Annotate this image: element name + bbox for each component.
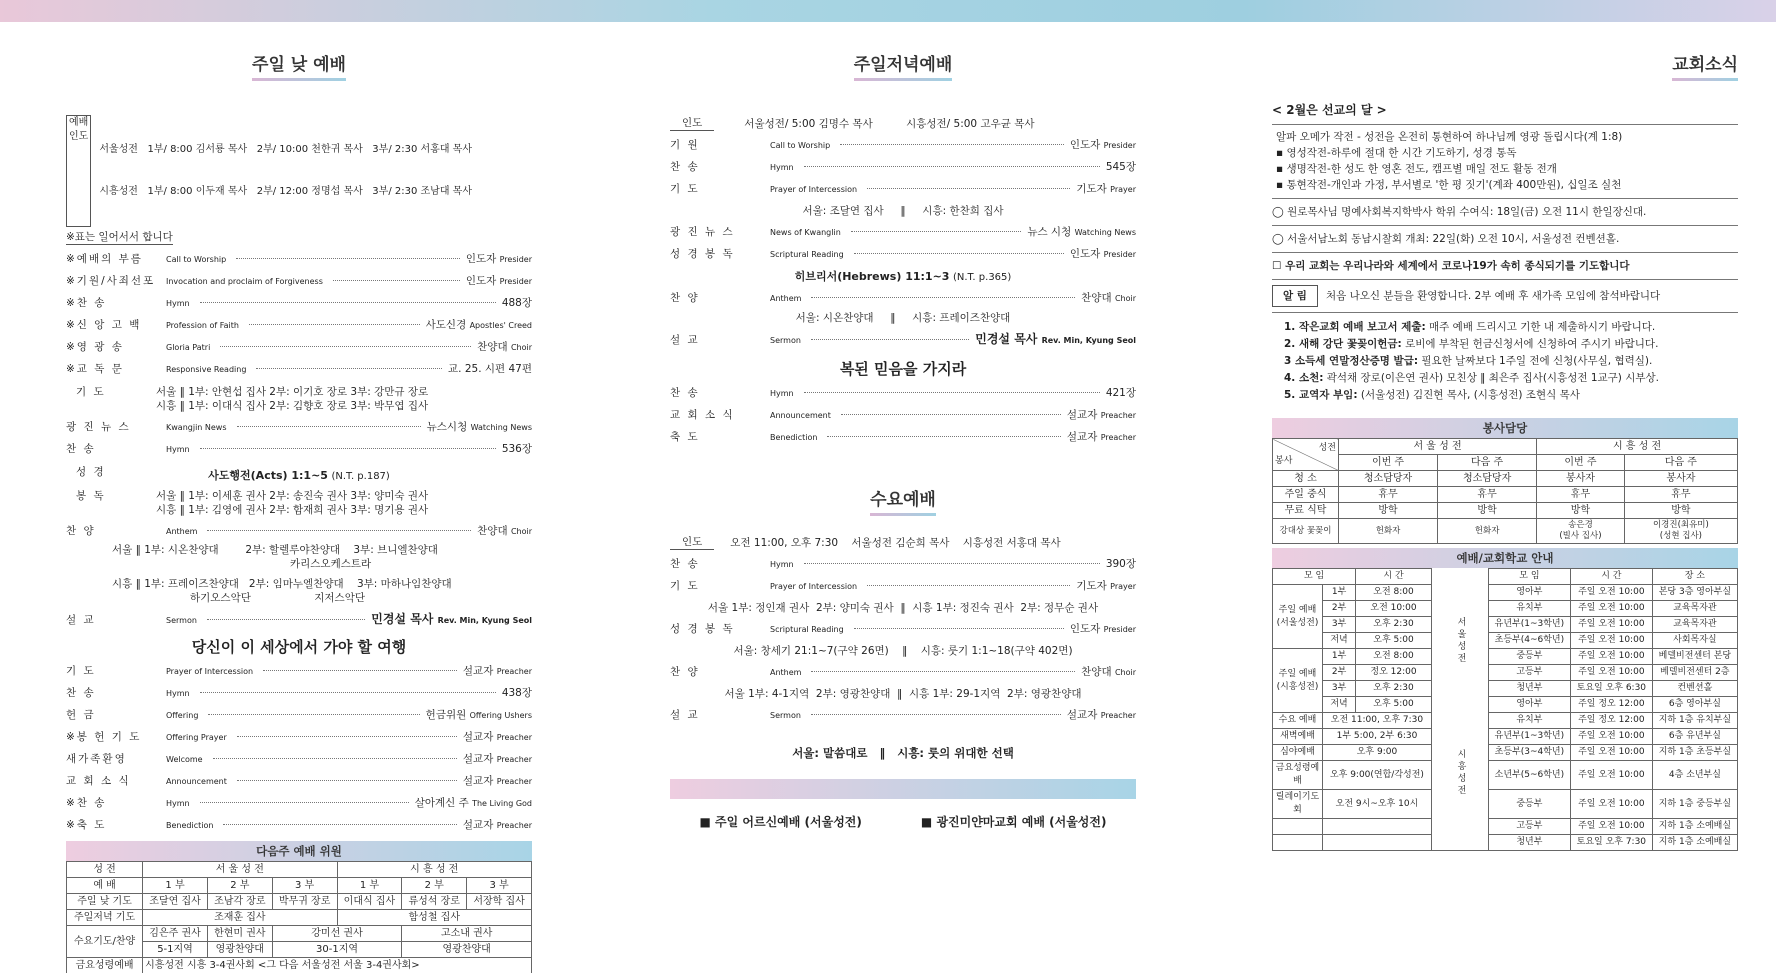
leaders-siheung: 시흥성전 1부/ 8:00 이두재 목사 2부/ 12:00 정명섭 목사 3부/ 2:30 조남대 목사 (99, 186, 472, 197)
leaders-seoul: 서울성전 1부/ 8:00 김서룡 목사 2부/ 10:00 천한귀 목사 3부/ 2:30 서홍대 목사 (99, 144, 472, 155)
order-item: ※봉 헌 기 도 Offering Prayer 설교자 Preacher (66, 731, 532, 743)
church-news-column (1272, 50, 1738, 851)
sunday-morning-column (66, 50, 532, 973)
table-row: 청년부 토요일 오후 7:30 지하 1층 소예배실 (1273, 835, 1738, 851)
order-list (670, 386, 1136, 445)
sermon-row (670, 708, 1136, 723)
order-list (66, 252, 532, 377)
section-title: 수요예배 (870, 485, 936, 516)
sermon-title: 당신이 이 세상에서 가야 할 여행 (191, 638, 407, 656)
order-item: 찬 양 Anthem 찬양대 Choir (670, 666, 1136, 678)
service-duty (1272, 418, 1738, 544)
order-item: 광 진 뉴 스 Kwangjin News 뉴스시청 Watching News (66, 421, 532, 433)
table-row: 주일 예배 (시흥성전) 1부 오전 8:00 중등부 주일 오전 10:00 베델비전센터 본당 (1273, 649, 1738, 665)
order-item: ※교 독 문 Responsive Reading 교. 25. 시편 47편 (66, 363, 532, 375)
next-week-title: 다음주 예배 위원 (66, 841, 532, 861)
myanmar-service: ■ 광진미얀마교회 예배 (서울성전) (920, 815, 1107, 829)
order-item: ※예배의 부름 Call to Worship 인도자 Presider (66, 253, 532, 265)
sermon-row (66, 612, 532, 628)
order-item: 찬 송 Hymn 421장 (670, 387, 1136, 399)
order-list (670, 557, 1136, 594)
wed-scripture: 서울: 창세기 21:1~7(구약 26면) ‖ 시흥: 룻기 1:1~18(구약 402면) (733, 645, 1073, 657)
leaders-label: 인도 (69, 131, 89, 142)
school-schedule (1272, 548, 1738, 851)
prayer-sub: 서울: 조달연 집사 ‖ 시흥: 한찬희 집사 (802, 205, 1004, 217)
order-item: ※신 앙 고 백 Profession of Faith 사도신경 Apostles' Creed (66, 319, 532, 331)
table-row: 새벽예배 1부 5:00, 2부 6:30 유년부(1~3학년) 주일 오전 10:00 6층 유년부실 (1273, 729, 1738, 745)
table-row: 2부 오전 10:00 유치부 주일 오전 10:00 교육목자관 (1273, 601, 1738, 617)
prayer-seoul: 서울 ‖ 1부: 안현섭 집사 2부: 이기호 장로 3부: 강만규 장로 (156, 386, 429, 398)
order-item: ※축 도 Benediction 설교자 Preacher (66, 819, 532, 831)
scripture: 히브리서(Hebrews) 11:1~3 (N.T. p.365) (794, 270, 1012, 283)
divider-bar (670, 779, 1136, 799)
scripture: 사도행전(Acts) 1:1~5 (N.T. p.187) (208, 469, 390, 482)
order-item: 찬 송 Hymn 545장 (670, 161, 1136, 173)
sermon-row (670, 332, 1136, 348)
anthem-row (66, 524, 532, 539)
scripture-row: 성 경 (76, 466, 106, 478)
table-row: 주일 중식 휴무 휴무 휴무 휴무 (1273, 487, 1738, 503)
order-item: 찬 양 Anthem 찬양대 Choir (66, 525, 532, 537)
leaders-block (66, 115, 532, 227)
table-row: 3부 오후 2:30 유년부(1~3학년) 주일 오전 10:00 교육목자관 (1273, 617, 1738, 633)
news-item: 3 소득세 연말정산증명 발급: 필요한 날짜보다 1주일 전에 신청(사무실, 협력실). (1284, 355, 1653, 367)
mission-line: ▪ 통현작전-개인과 가정, 부서별로 '한 평 짓기'(계좌 400만원), 십일조 실천 (1276, 179, 1622, 191)
service-table: 성전 봉사 서 울 성 전 시 흥 성 전 이번 주 다음 주 이번 주 다음 주 청 소 청소담당자 청소담당자 봉사자 봉사자 주일 중식 휴무 휴무 휴무 휴무 무료 식탁 방학 방학 방학 방학 강대상 꽃꽂이 헌화자 헌화자 송은경 (빌사 집사) 이경진(최유미) (성현 집사) (1272, 438, 1738, 544)
order-item: 찬 송 Hymn 390장 (670, 558, 1136, 570)
wed-prayer-sub: 서울 1부: 정인재 권사 2부: 양미숙 권사 ‖ 시흥 1부: 정진숙 권사 2부: 정무순 권사 (707, 602, 1099, 614)
prayer-row: 기 도 (76, 386, 106, 398)
mission-line: ▪ 영성작전-하루에 절대 한 시간 기도하기, 성경 통독 (1276, 147, 1517, 159)
wed-sermon-title: 서울: 말씀대로 ‖ 시흥: 룻의 위대한 선택 (792, 746, 1014, 760)
reading-seoul: 서울 ‖ 1부: 이세훈 권사 2부: 송진숙 권사 3부: 양미숙 권사 (156, 490, 429, 502)
next-week-committee (66, 841, 532, 973)
order-list (670, 138, 1136, 197)
order-item: 성 경 봉 독 Scriptural Reading 인도자 Presider (670, 248, 1136, 260)
extra-services (670, 813, 1136, 830)
wed-anthem-sub: 서울 1부: 4-1지역 2부: 영광찬양대 ‖ 시흥 1부: 29-1지역 2부: 영광찬양대 (724, 688, 1082, 700)
table-row: 금요성령예배 오후 9:00(연합/각성전) 소년부(5~6학년) 주일 오전 10:00 4층 소년부실 (1273, 761, 1738, 790)
leaders-label: 예배 (69, 117, 89, 128)
mission-line: ▪ 생명작전-한 성도 한 영혼 전도, 캠프별 매일 전도 활동 전개 (1276, 163, 1557, 175)
order-item: 찬 송 Hymn 438장 (66, 687, 532, 699)
mission-lines (1272, 129, 1738, 193)
order-item: 기 도 Prayer of Intercession 설교자 Preacher (66, 665, 532, 677)
news-item: 4. 소천: 곽석채 장로(이은연 권사) 모친상 ‖ 최은주 집사(시흥성전 1교구) 시부상. (1284, 372, 1659, 384)
order-item: 기 도 Prayer of Intercession 기도자 Prayer (670, 183, 1136, 195)
order-item: 축 도 Benediction 설교자 Preacher (670, 431, 1136, 443)
corona-prayer: ☐ 우리 교회는 우리나라와 세계에서 코로나19가 속히 종식되기를 기도합니다 (1272, 260, 1630, 272)
news-item: 2. 새해 강단 꽃꽂이헌금: 로비에 부착된 헌금신청서에 신청하여 주시기 바랍니다. (1284, 338, 1659, 350)
anthem-row (670, 665, 1136, 680)
news-item: 5. 교역자 부임: (서울성전) 김진현 목사, (시흥성전) 조현식 목사 (1284, 389, 1580, 401)
table-row: 청 소 청소담당자 청소담당자 봉사자 봉사자 (1273, 471, 1738, 487)
order-item: ※찬 송 Hymn 488장 (66, 297, 532, 309)
next-week-table: 성 전 서 울 성 전 시 흥 성 전 예 배 1 부 2 부 3 부 1 부 2 부 3 부 주일 낮 기도 조달연 집사 조남각 장로 박무귀 장로 이대식 집사 류성석 장로 서장학 집사 주일저녁 기도 조재훈 집사 함성철 집사 수요기도/찬양 김은주 권사 한현미 권사 강미선 권사 고소내 권사 5-1지역 영광찬양대 30-1지역 영광찬양대 금요성령예배 시흥성전 시흥 3-4권사회 <그 다음 서울성전 서울 3-4권사회> (66, 861, 532, 973)
order-item: 찬 송 Hymn 536장 (66, 443, 532, 455)
news-item: 1. 작은교회 예배 보고서 제출: 매주 예배 드리시고 기한 내 제출하시기 바랍니다. (1284, 321, 1656, 333)
anthem-seoul: 서울 ‖ 1부: 시온찬양대 2부: 할렐루야찬양대 3부: 브니엘찬양대 (112, 544, 438, 556)
stand-note: ※표는 일어서서 합니다 (66, 231, 173, 243)
sermon-title: 복된 믿음을 가지라 (839, 360, 967, 378)
reading-siheung: 시흥 ‖ 1부: 김영에 권사 2부: 함재희 권사 3부: 명기용 권사 (156, 504, 429, 516)
order-item: 설 교 Sermon 민경설 목사 Rev. Min, Kyung Seol (66, 612, 532, 626)
order-item: 성 경 봉 독 Scriptural Reading 인도자 Presider (670, 623, 1136, 635)
news-circle-2: ◯ 서울서남노회 동남시찰회 개최: 22일(화) 오전 10시, 서울성전 컨벤션홀. (1272, 233, 1620, 245)
table-row: 수요 예배 오전 11:00, 오후 7:30 유치부 주일 정오 12:00 지하 1층 유치부실 (1273, 713, 1738, 729)
anthem-seoul-2: 카리스오케스트라 (290, 558, 372, 570)
numbered-news (1272, 319, 1738, 404)
wednesday-leader: 인도 오전 11:00, 오후 7:30 서울성전 김순희 목사 시흥성전 서홍대 목사 (670, 534, 1136, 550)
order-item: 헌 금 Offering 헌금위원 Offering Ushers (66, 709, 532, 721)
order-item: 찬 양 Anthem 찬양대 Choir (670, 292, 1136, 304)
order-item: 교 회 소 식 Announcement 설교자 Preacher (670, 409, 1136, 421)
evening-leader: 인도 서울성전/ 5:00 김명수 목사 시흥성전/ 5:00 고우균 목사 (670, 115, 1136, 131)
table-row: 저녁 오후 5:00 초등부(4~6학년) 주일 오전 10:00 사회목자실 (1273, 633, 1738, 649)
anthem-sub: 서울: 시온찬양대 ‖ 시흥: 프레이즈찬양대 (795, 312, 1011, 324)
mission-title: < 2월은 선교의 달 > (1272, 101, 1738, 125)
notice-row: 알 림 처음 나오신 분들을 환영합니다. 2부 예배 후 새가족 모임에 참석바랍니다 (1272, 285, 1738, 307)
top-gradient-bar (0, 0, 1776, 22)
sunday-evening-column (670, 50, 1136, 830)
order-item: ※기원/사죄선포 Invocation and proclaim of Forgiveness 인도자 Presider (66, 275, 532, 287)
prayer-siheung: 시흥 ‖ 1부: 이대식 집사 2부: 김향호 장로 3부: 박무엽 집사 (156, 400, 429, 412)
table-row: 저녁 오후 5:00 시흥성전 영아부 주일 정오 12:00 6층 영아부실 (1273, 697, 1738, 713)
anthem-row (670, 291, 1136, 306)
anthem-siheung-2: 하기오스악단 지저스악단 (190, 592, 365, 604)
order-item: 기 도 Prayer of Intercession 기도자 Prayer (670, 580, 1136, 592)
reading-row: 봉 독 (76, 490, 106, 502)
schedule-title: 예배/교회학교 안내 (1272, 548, 1738, 568)
table-row: 릴레이기도회 오전 9시~오후 10시 중등부 주일 오전 10:00 지하 1층 중등부실 (1273, 790, 1738, 819)
table-row: 2부 정오 12:00 고등부 주일 오전 10:00 베델비전센터 2층 (1273, 665, 1738, 681)
order-item: 기 원 Call to Worship 인도자 Presider (670, 139, 1136, 151)
order-item: 광 진 뉴 스 News of Kwanglin 뉴스 시청 Watching News (670, 226, 1136, 238)
order-list (66, 420, 532, 457)
mission-line: 알파 오메가 작전 - 성전을 온전히 통현하여 하나님께 영광 돌립시다(계 1:8) (1276, 131, 1623, 143)
anthem-siheung: 시흥 ‖ 1부: 프레이즈찬양대 2부: 임마누엘찬양대 3부: 마하나임찬양대 (112, 578, 452, 590)
table-row: 무료 식탁 방학 방학 방학 방학 (1273, 503, 1738, 519)
section-title: 교회소식 (1672, 50, 1738, 81)
order-list (66, 664, 532, 833)
order-list (670, 622, 1136, 637)
table-row: 3부 오후 2:30 청년부 토요일 오후 6:30 컨벤션홀 (1273, 681, 1738, 697)
order-item: ※찬 송 Hymn 살아계신 주 The Living God (66, 797, 532, 809)
order-item: 설 교 Sermon 민경설 목사 Rev. Min, Kyung Seol (670, 332, 1136, 346)
order-item: 새가족환영 Welcome 설교자 Preacher (66, 753, 532, 765)
section-title: 주일 낮 예배 (252, 50, 346, 81)
service-title: 봉사담당 (1272, 418, 1738, 438)
section-title: 주일저녁예배 (854, 50, 953, 81)
news-circle-1: ◯ 원로목사님 명예사회복지학박사 학위 수여식: 18일(금) 오전 11시 한일장신대. (1272, 206, 1647, 218)
schedule-table (1272, 568, 1738, 851)
table-row: 심야예배 오후 9:00 초등부(3~4학년) 주일 오전 10:00 지하 1층 초등부실 (1273, 745, 1738, 761)
table-row: 주일 예배 (서울성전) 1부 오전 8:00 서울성전 영아부 주일 오전 10:00 본당 3층 영아부실 (1273, 585, 1738, 601)
table-row: 모 임 시 간 모 임 시 간 장 소 (1273, 569, 1738, 585)
table-row: 고등부 주일 오전 10:00 지하 1층 소예배실 (1273, 819, 1738, 835)
order-item: 교 회 소 식 Announcement 설교자 Preacher (66, 775, 532, 787)
order-item: ※영 광 송 Gloria Patri 찬양대 Choir (66, 341, 532, 353)
order-list (670, 225, 1136, 262)
elders-service: ■ 주일 어르신예배 (서울성전) (699, 815, 862, 829)
order-item: 설 교 Sermon 설교자 Preacher (670, 709, 1136, 721)
